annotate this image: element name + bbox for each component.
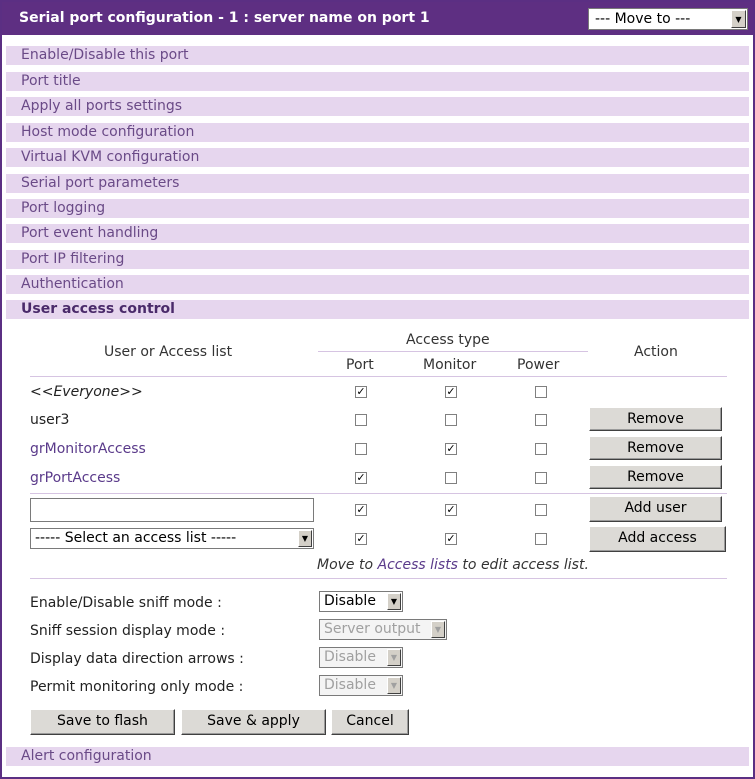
- chevron-down-icon[interactable]: ▼: [298, 530, 312, 547]
- section-authentication[interactable]: Authentication: [6, 275, 749, 294]
- direction-arrows-value: Disable: [324, 649, 376, 665]
- table-top-divider: [30, 376, 727, 377]
- row-grportaccess-monitor-checkbox[interactable]: [445, 472, 457, 484]
- col-action-header: Action: [634, 344, 678, 360]
- monitoring-only-label: Permit monitoring only mode :: [30, 679, 244, 695]
- direction-arrows-select: [319, 647, 403, 668]
- section-port-logging[interactable]: Port logging: [6, 199, 749, 218]
- col-port-header: Port: [346, 357, 374, 373]
- add-access-button[interactable]: Add access: [589, 526, 726, 552]
- row-grportaccess-port-checkbox[interactable]: ✓: [356, 471, 366, 484]
- chevron-down-icon: ▼: [431, 621, 445, 638]
- row-user3-port-checkbox[interactable]: [355, 414, 367, 426]
- chevron-down-icon[interactable]: ▼: [731, 10, 746, 28]
- add-access-monitor-checkbox[interactable]: ✓: [446, 532, 456, 545]
- table-bottom-divider: [30, 578, 727, 579]
- note-suffix: to edit access list.: [457, 557, 589, 573]
- save-and-apply-button[interactable]: Save & apply: [181, 709, 326, 735]
- header-divider: [318, 351, 588, 352]
- sniff-mode-value: Disable: [324, 593, 376, 609]
- sniff-mode-select[interactable]: [319, 591, 403, 612]
- save-to-flash-button[interactable]: Save to flash: [30, 709, 175, 735]
- access-list-select-value: ----- Select an access list -----: [35, 530, 237, 546]
- row-everyone-power-checkbox[interactable]: [535, 386, 547, 398]
- row-user3-monitor-checkbox[interactable]: [445, 414, 457, 426]
- row-everyone-monitor-checkbox[interactable]: ✓: [446, 385, 456, 398]
- cancel-button[interactable]: Cancel: [331, 709, 409, 735]
- chevron-down-icon: ▼: [387, 677, 401, 694]
- remove-grportaccess-button[interactable]: Remove: [589, 465, 722, 489]
- row-grportaccess-label[interactable]: grPortAccess: [30, 470, 121, 486]
- section-event-handling[interactable]: Port event handling: [6, 224, 749, 243]
- section-alert-configuration[interactable]: Alert configuration: [6, 747, 749, 766]
- row-user3-power-checkbox[interactable]: [535, 414, 547, 426]
- chevron-down-icon: ▼: [387, 649, 401, 666]
- monitoring-only-select: [319, 675, 403, 696]
- add-user-button[interactable]: Add user: [589, 496, 722, 522]
- note-prefix: Move to: [317, 557, 378, 573]
- sniff-session-label: Sniff session display mode :: [30, 623, 226, 639]
- row-everyone-label: <<Everyone>>: [30, 384, 143, 400]
- move-to-select[interactable]: [588, 8, 748, 30]
- move-to-value: --- Move to ---: [595, 11, 691, 27]
- add-user-input[interactable]: [30, 498, 314, 522]
- section-apply-all[interactable]: Apply all ports settings: [6, 97, 749, 116]
- col-monitor-header: Monitor: [423, 357, 477, 373]
- add-user-power-checkbox[interactable]: [535, 504, 547, 516]
- title-bar: [2, 2, 753, 35]
- row-grmonitoraccess-monitor-checkbox[interactable]: ✓: [446, 442, 456, 455]
- section-ip-filtering[interactable]: Port IP filtering: [6, 250, 749, 269]
- section-port-title[interactable]: Port title: [6, 72, 749, 91]
- add-access-power-checkbox[interactable]: [535, 533, 547, 545]
- sniff-mode-label: Enable/Disable sniff mode :: [30, 595, 222, 611]
- sniff-session-select: [319, 619, 447, 640]
- row-grportaccess-power-checkbox[interactable]: [535, 472, 547, 484]
- row-everyone-port-checkbox[interactable]: ✓: [356, 385, 366, 398]
- table-mid-divider: [30, 493, 727, 494]
- section-user-access-control[interactable]: User access control: [6, 300, 749, 319]
- direction-arrows-label: Display data direction arrows :: [30, 651, 244, 667]
- chevron-down-icon[interactable]: ▼: [387, 593, 401, 610]
- col-access-type-header: Access type: [406, 332, 490, 348]
- monitoring-only-value: Disable: [324, 677, 376, 693]
- row-grmonitoraccess-power-checkbox[interactable]: [535, 443, 547, 455]
- sniff-session-value: Server output: [324, 621, 421, 637]
- remove-user3-button[interactable]: Remove: [589, 407, 722, 431]
- access-list-note: [317, 557, 589, 573]
- add-user-monitor-checkbox[interactable]: ✓: [446, 503, 456, 516]
- access-list-select[interactable]: [30, 528, 314, 549]
- row-grmonitoraccess-port-checkbox[interactable]: [355, 443, 367, 455]
- section-virtual-kvm[interactable]: Virtual KVM configuration: [6, 148, 749, 167]
- section-serial-params[interactable]: Serial port parameters: [6, 174, 749, 193]
- remove-grmonitoraccess-button[interactable]: Remove: [589, 436, 722, 460]
- add-access-port-checkbox[interactable]: ✓: [356, 532, 366, 545]
- access-lists-link[interactable]: Access lists: [377, 557, 458, 573]
- col-power-header: Power: [517, 357, 560, 373]
- col-user-header: User or Access list: [104, 344, 233, 360]
- section-enable-port[interactable]: Enable/Disable this port: [6, 46, 749, 65]
- section-host-mode[interactable]: Host mode configuration: [6, 123, 749, 142]
- row-user3-label: user3: [30, 412, 70, 428]
- page-title: Serial port configuration - 1 : server name on port 1: [19, 10, 430, 26]
- add-user-port-checkbox[interactable]: ✓: [356, 503, 366, 516]
- row-grmonitoraccess-label[interactable]: grMonitorAccess: [30, 441, 146, 457]
